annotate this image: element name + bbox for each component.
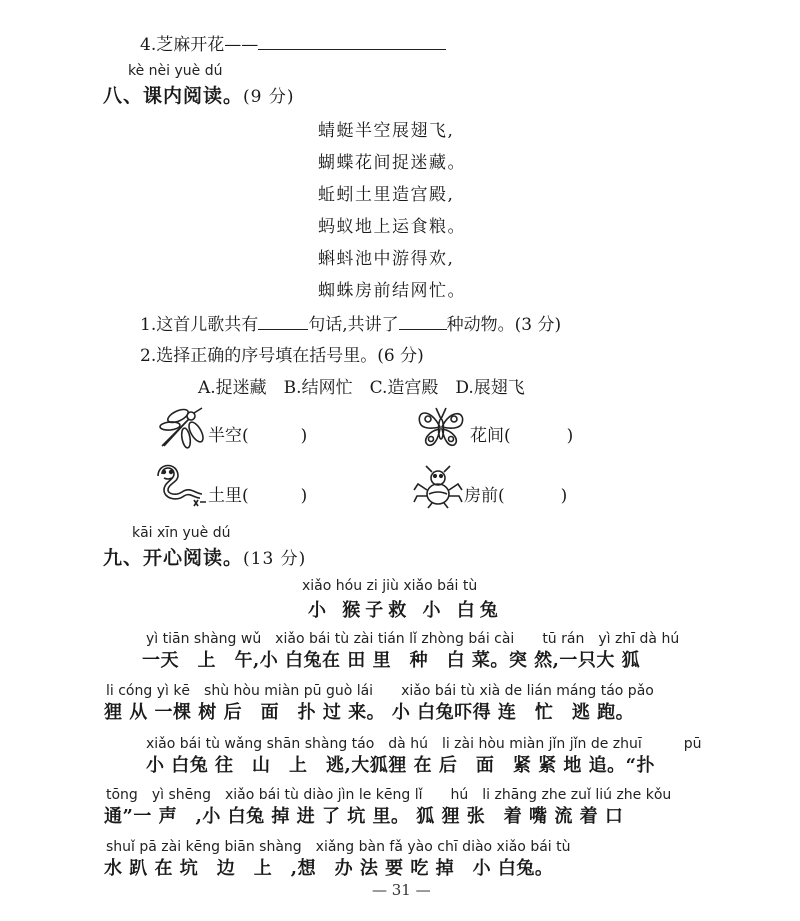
story-title-pinyin: xiǎo hóu zi jiù xiǎo bái tù (302, 578, 478, 594)
section-9-title: 九、开心阅读。 (103, 547, 244, 569)
story-pinyin-line: li cóng yì kē shù hòu miàn pū guò lái xiǎo bái tù xià de lián máng táo pǎo (106, 683, 654, 699)
story-text-line: 狸 从 一棵 树 后 面 扑 过 来。 小 白兔吓得 连 忙 逃 跑。 (104, 702, 635, 723)
question-1 (140, 310, 561, 335)
match-spider-label: 房前( (464, 486, 505, 506)
spider-icon (412, 464, 464, 510)
story-text-line: 一天 上 午,小 白兔在 田 里 种 白 菜。突 然,一只大 狐 (142, 650, 641, 671)
item-4-label: 4.芝麻开花—— (140, 35, 259, 55)
poem-line: 蚂蚁地上运食粮。 (318, 217, 466, 237)
match-spider (464, 481, 567, 506)
match-spider-close: ) (560, 486, 568, 506)
earthworm-icon (154, 464, 208, 510)
question-2: 2.选择正确的序号填在括号里。(6 分) (140, 346, 424, 366)
poem-line: 蝌蚪池中游得欢, (318, 249, 455, 269)
section-8-title: 八、课内阅读。 (103, 85, 244, 107)
section-8-pinyin: kè nèi yuè dú (128, 63, 223, 79)
match-butterfly-close: ) (566, 426, 574, 446)
butterfly-icon (414, 405, 468, 451)
story-title: 小 猴子救 小 白兔 (308, 600, 503, 621)
match-butterfly (470, 421, 573, 446)
answer-blank-sentence-count[interactable] (258, 329, 308, 330)
section-8-score: (9 分) (243, 87, 295, 107)
answer-blank-item-4[interactable] (258, 49, 446, 50)
section-8-heading (103, 81, 295, 108)
poem-line: 蝴蝶花间捉迷藏。 (318, 153, 466, 173)
section-9-score: (13 分) (243, 549, 307, 569)
item-4-text (140, 30, 446, 55)
story-text-line: 水 趴 在 坑 边 上 ,想 办 法 要 吃 掉 小 白兔。 (104, 858, 554, 879)
question-1-part-b: 句话,共讲了 (308, 315, 399, 335)
story-pinyin-line: xiǎo bái tù wǎng shān shàng táo dà hú li zài hòu miàn jǐn jǐn de zhuī pū (146, 736, 702, 752)
poem-line: 蜘蛛房前结网忙。 (318, 281, 466, 301)
match-dragonfly (208, 421, 307, 446)
story-text-line: 通”一 声 ,小 白兔 掉 进 了 坑 里。 狐 狸 张 着 嘴 流 着 口 (104, 806, 624, 827)
answer-blank-animal-count[interactable] (399, 329, 447, 330)
poem-line: 蚯蚓土里造宫殿, (318, 185, 455, 205)
dragonfly-icon (156, 406, 206, 450)
question-1-part-c: 种动物。(3 分) (446, 315, 562, 335)
question-1-part-a: 1.这首儿歌共有 (140, 315, 259, 335)
poem-line: 蜻蜓半空展翅飞, (318, 121, 455, 141)
story-pinyin-line: yì tiān shàng wǔ xiǎo bái tù zài tián lǐ zhòng bái cài tū rán yì zhī dà hú (146, 631, 680, 647)
match-earthworm-close: ) (300, 486, 308, 506)
match-earthworm-label: 土里( (208, 486, 249, 506)
story-text-line: 小 白兔 往 山 上 逃,大狐狸 在 后 面 紧 紧 地 追。“扑 (146, 755, 655, 776)
match-dragonfly-label: 半空( (208, 426, 249, 446)
story-pinyin-line: tōng yì shēng xiǎo bái tù diào jìn le kēng lǐ hú li zhāng zhe zuǐ liú zhe kǒu (106, 787, 672, 803)
match-butterfly-label: 花间( (470, 426, 511, 446)
section-9-heading (103, 543, 306, 570)
match-earthworm (208, 481, 307, 506)
story-pinyin-line: shuǐ pā zài kēng biān shàng xiǎng bàn fǎ yào chī diào xiǎo bái tù (106, 839, 571, 855)
section-9-pinyin: kāi xīn yuè dú (132, 525, 231, 541)
question-2-options: A.捉迷藏 B.结网忙 C.造宫殿 D.展翅飞 (198, 378, 525, 398)
page-number: — 31 — (372, 881, 431, 899)
match-dragonfly-close: ) (300, 426, 308, 446)
